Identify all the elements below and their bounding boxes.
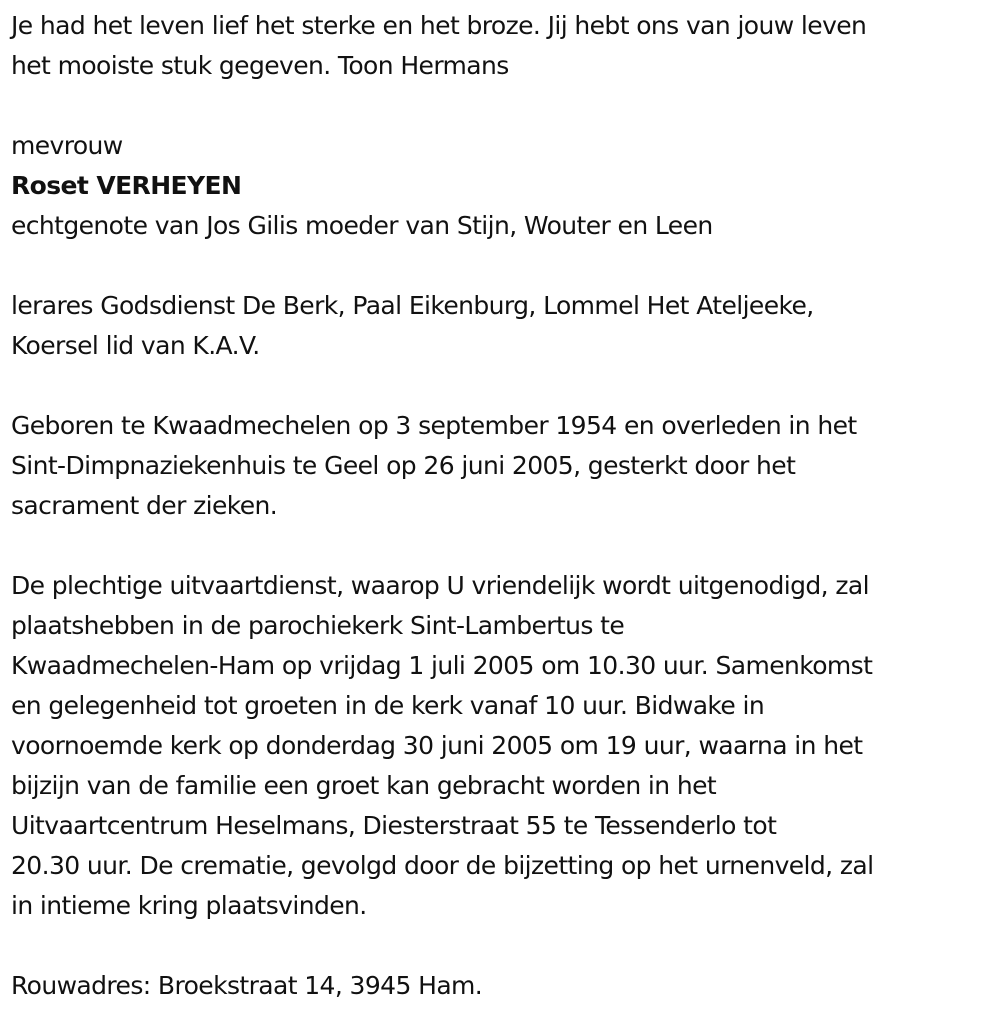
funeral-line: plaatshebben in de parochiekerk Sint-Lambertus te [11,611,625,640]
funeral-line: Uitvaartcentrum Heselmans, Diesterstraat 55 te Tessenderlo tot [11,811,777,840]
quote-line: Je had het leven lief het sterke en het broze. Jij hebt ons van jouw leven [11,11,867,40]
deceased-name: Roset VERHEYEN [11,171,242,200]
spacer [11,246,976,286]
funeral-line: en gelegenheid tot groeten in de kerk vanaf 10 uur. Bidwake in [11,691,765,720]
funeral-details [11,566,976,926]
spacer [11,86,976,126]
birth-death-line: sacrament der zieken. [11,491,278,520]
birth-death-line: Sint-Dimpnaziekenhuis te Geel op 26 juni 2005, gesterkt door het [11,451,796,480]
salutation: mevrouw [11,131,123,160]
funeral-line: Kwaadmechelen-Ham op vrijdag 1 juli 2005 om 10.30 uur. Samenkomst [11,651,873,680]
funeral-line: 20.30 uur. De crematie, gevolgd door de bijzetting op het urnenveld, zal [11,851,874,880]
spacer [11,926,976,966]
spacer [11,366,976,406]
mourning-address: Rouwadres: Broekstraat 14, 3945 Ham. [11,971,483,1000]
occupation-line: Koersel lid van K.A.V. [11,331,260,360]
spacer [11,526,976,566]
family-relations: echtgenote van Jos Gilis moeder van Stijn, Wouter en Leen [11,211,713,240]
funeral-line: bijzijn van de familie een groet kan gebracht worden in het [11,771,717,800]
quote-line: het mooiste stuk gegeven. Toon Hermans [11,51,509,80]
birth-death-line: Geboren te Kwaadmechelen op 3 september 1954 en overleden in het [11,411,857,440]
funeral-line: in intieme kring plaatsvinden. [11,891,367,920]
birth-death-details [11,406,976,526]
memorial-quote [11,6,976,86]
occupation [11,286,976,366]
funeral-line: De plechtige uitvaartdienst, waarop U vriendelijk wordt uitgenodigd, zal [11,571,869,600]
occupation-line: lerares Godsdienst De Berk, Paal Eikenburg, Lommel Het Ateljeeke, [11,291,814,320]
funeral-line: voornoemde kerk op donderdag 30 juni 2005 om 19 uur, waarna in het [11,731,863,760]
